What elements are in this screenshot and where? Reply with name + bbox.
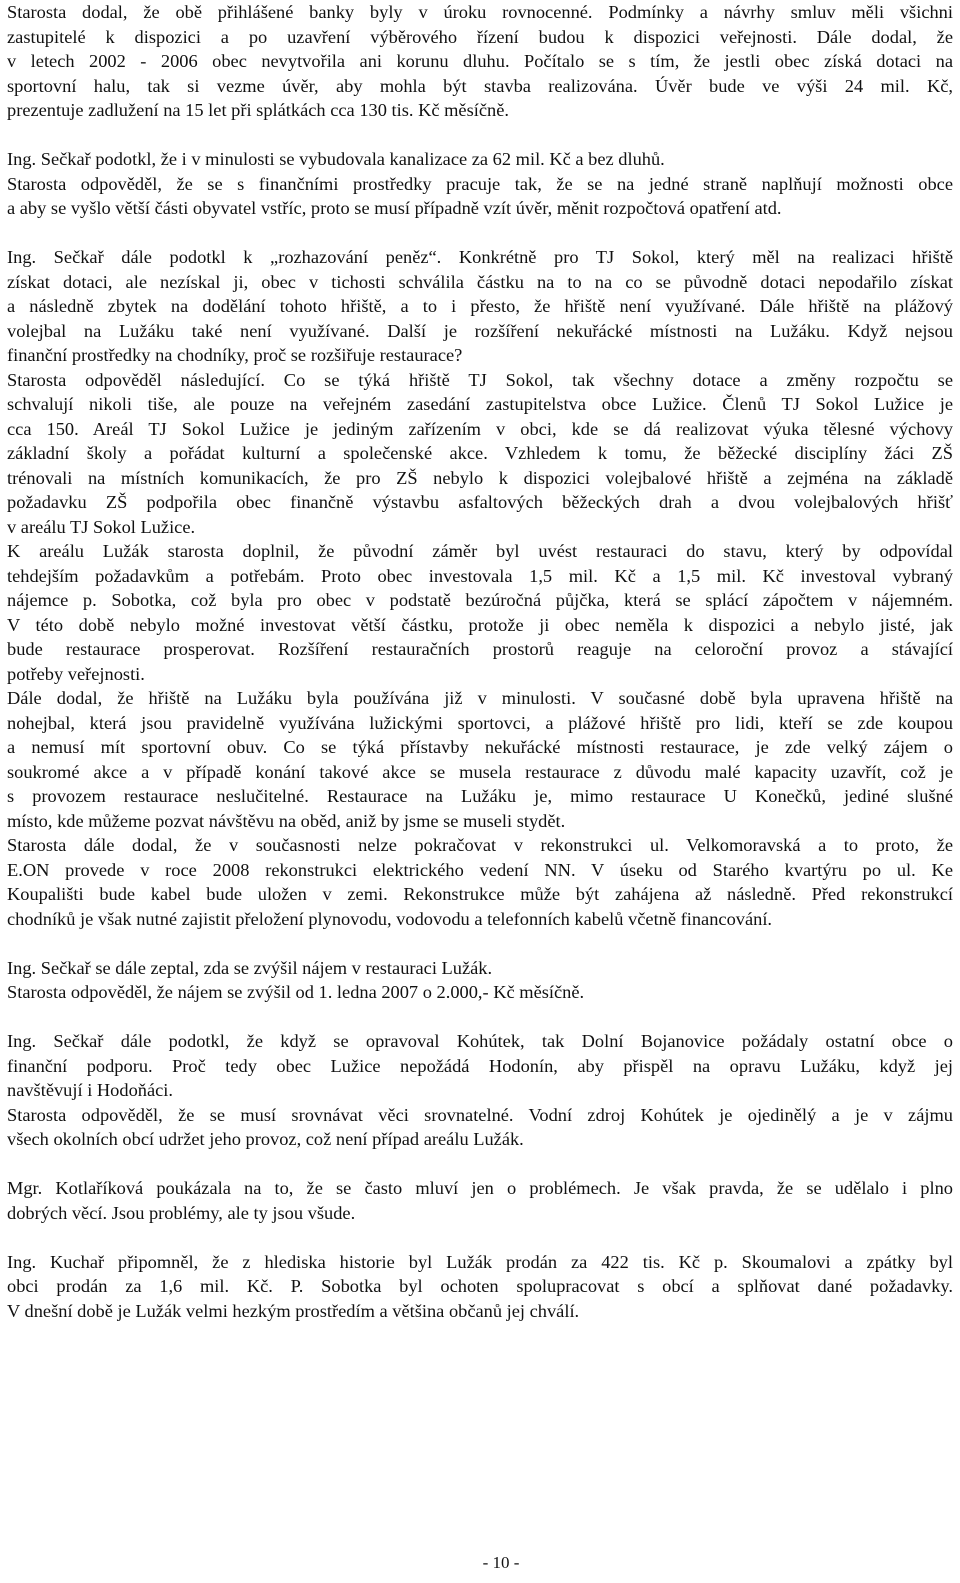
text-line: finanční podporu. Proč tedy obec Lužice nepožádá Hodonín, aby přispěl na opravu Lužáku, když jej bbox=[7, 1055, 953, 1076]
paragraph-gap bbox=[7, 931, 953, 956]
document-page bbox=[7, 0, 953, 1323]
text-line: Starosta odpověděl, že se musí srovnávat věci srovnatelné. Vodní zdroj Kohútek je ojedinělý a je v zájmu bbox=[7, 1104, 953, 1125]
text-line: V dnešní době je Lužák velmi hezkým prostředím a většina občanů jej chválí. bbox=[7, 1300, 580, 1321]
text-line: schvalují nikoli tiše, ale pouze na veřejném zasedání zastupitelstva obce Lužice. Členů TJ Sokol Lužice je bbox=[7, 394, 953, 414]
text-line: soukromé akce a v případě konání takové akce se musela restaurace z důvodu malé kapacity uzavřít, což je bbox=[7, 761, 953, 782]
text-line: v areálu TJ Sokol Lužice. bbox=[7, 516, 196, 537]
text-line: tehdejším požadavkům a potřebám. Proto obec investovala 1,5 mil. Kč a 1,5 mil. Kč investoval vybraný bbox=[7, 565, 953, 586]
text-line: Ing. Sečkař dále podotkl k „rozhazování peněz“. Konkrétně pro TJ Sokol, který měl na realizaci hřiště bbox=[7, 247, 953, 267]
text-line: volejbal na Lužáku také není využívané. Další je rozšíření nekuřácké místnosti na Lužáku. Když nejsou bbox=[7, 320, 953, 341]
text-line: zastupitelé k dispozici a po uzavření výběrového řízení budou k dispozici veřejnosti. Dále dodal, že bbox=[7, 26, 953, 47]
page-number: - 10 - bbox=[482, 1553, 520, 1572]
text-line: v letech 2002 - 2006 obec nevytvořila ani korunu dluhu. Počítalo se s tím, že jestli obec získá dotaci na bbox=[7, 51, 953, 71]
paragraph-gap bbox=[7, 123, 953, 148]
text-line: E.ON provede v roce 2008 rekonstrukci elektrického vedení NN. V úseku od Starého kvartýru po ul. Ke bbox=[7, 859, 953, 880]
text-line: Ing. Sečkař dále podotkl, že když se opravoval Kohútek, tak Dolní Bojanovice požádaly ostatní obce o bbox=[7, 1031, 953, 1051]
text-line: a následně zbytek na dodělání tohoto hřiště, a to i přesto, že hřiště není využívané. Dále hřiště na plážový bbox=[7, 296, 953, 316]
text-line: nájemce p. Sobotka, což byla pro obec v podstatě bezúročná půjčka, která se splácí zápočtem v nájemném. bbox=[7, 590, 953, 610]
paragraph-gap bbox=[7, 1225, 953, 1250]
text-line: požadavku ZŠ podpořila obec finančně výstavbu asfaltových běžeckých drah a dvou volejbalových hřišť bbox=[7, 492, 953, 512]
text-line: navštěvují i Hodoňáci. bbox=[7, 1080, 173, 1100]
paragraph-gap bbox=[7, 221, 953, 246]
text-line: všech okolních obcí udržet jeho provoz, což není případ areálu Lužák. bbox=[7, 1129, 524, 1149]
paragraph-gap bbox=[7, 1152, 953, 1177]
text-line: a aby se vyšlo větší části obyvatel vstříc, proto se musí případně vzít úvěr, měnit rozpočtová opatření atd. bbox=[7, 198, 782, 218]
text-line: místo, kde můžeme pozvat návštěvu na oběd, aniž by jsme se museli stydět. bbox=[7, 810, 566, 831]
text-line: trénovali na místních komunikacích, že pro ZŠ nebylo k dispozici volejbalové hřiště a zejména na základě bbox=[7, 467, 953, 488]
text-line: základní školy a pořádat kulturní a společenské akce. Vzhledem k tomu, že běžecké disciplíny žáci ZŠ bbox=[7, 443, 953, 463]
text-line: chodníků je však nutné zajistit přeložení plynovodu, vodovodu a telefonních kabelů včetně financování. bbox=[7, 908, 773, 929]
text-line: prezentuje zadlužení na 15 let při splátkách cca 130 tis. Kč měsíčně. bbox=[7, 100, 509, 120]
text-line: Koupališti bude kabel bude uložen v zemi. Rekonstrukce může být zahájena až následně. Před rekonstrukcí bbox=[7, 884, 953, 904]
text-line: sportovní halu, tak si vezme úvěr, aby mohla být stavba realizována. Úvěr bude ve výši 24 mil. Kč, bbox=[7, 75, 953, 96]
text-line: nohejbal, která jsou pravidelně využívána lužickými sportovci, a plážové hřiště pro lidi, kteří se zde koupou bbox=[7, 712, 953, 733]
text-line: potřeby veřejnosti. bbox=[7, 663, 145, 684]
text-line: Starosta odpověděl, že nájem se zvýšil od 1. ledna 2007 o 2.000,- Kč měsíčně. bbox=[7, 982, 585, 1002]
text-line: Ing. Sečkař podotkl, že i v minulosti se vybudovala kanalizace za 62 mil. Kč a bez dluhů. bbox=[7, 149, 665, 169]
text-line: s provozem restaurace neslučitelné. Restaurace na Lužáku je, mimo restaurace U Konečků, jediné slušné bbox=[7, 786, 953, 806]
text-line: Starosta odpověděl následující. Co se týká hřiště TJ Sokol, tak všechny dotace a změny rozpočtu se bbox=[7, 369, 953, 390]
text-line: a nemusí mít sportovní obuv. Co se týká přístavby nekuřácké místnosti restaurace, je zde velký zájem o bbox=[7, 737, 953, 757]
text-line: K areálu Lužák starosta doplnil, že původní záměr byl uvést restauraci do stavu, který by odpovídal bbox=[7, 541, 953, 561]
text-line: Starosta dále dodal, že v současnosti nelze pokračovat v rekonstrukci ul. Velkomoravská a to proto, že bbox=[7, 835, 953, 855]
text-line: Mgr. Kotlaříková poukázala na to, že se často mluví jen o problémech. Je však pravda, že se udělalo i plno bbox=[7, 1178, 953, 1198]
text-line: finanční prostředky na chodníky, proč se rozšiřuje restaurace? bbox=[7, 345, 463, 365]
text-line: dobrých věcí. Jsou problémy, ale ty jsou všude. bbox=[7, 1202, 356, 1223]
text-line: obci prodán za 1,6 mil. Kč. P. Sobotka byl ochoten spolupracovat s obcí a splňovat dané požadavky. bbox=[7, 1276, 953, 1296]
text-line: Dále dodal, že hřiště na Lužáku byla používána již v minulosti. V současné době byla upravena hřiště na bbox=[7, 688, 953, 708]
paragraph-gap bbox=[7, 1005, 953, 1030]
text-line: Starosta odpověděl, že se s finančními prostředky pracuje tak, že se na jedné straně naplňují možnosti obce bbox=[7, 173, 953, 194]
text-line: získat dotaci, ale nezískal ji, obec v tichosti schválila částku na to na co se původně dotaci nepodařilo získat bbox=[7, 271, 953, 292]
text-line: V této době nebylo možné investovat větší částku, protože ji obec neměla k dispozici a nebylo jisté, jak bbox=[7, 614, 953, 635]
text-line: bude restaurace prosperovat. Rozšíření restauračních prostorů reaguje na celoroční provoz a stávající bbox=[7, 639, 953, 659]
text-line: Starosta dodal, že obě přihlášené banky byly v úroku rovnocenné. Podmínky a návrhy smluv měli všichni bbox=[7, 2, 953, 22]
text-line: Ing. Kuchař připomněl, že z hlediska historie byl Lužák prodán za 422 tis. Kč p. Skoumalovi a zpátky byl bbox=[7, 1251, 953, 1272]
text-line: cca 150. Areál TJ Sokol Lužice je jediným zařízením v obci, kde se dá realizovat výuka tělesné výchovy bbox=[7, 418, 953, 439]
text-line: Ing. Sečkař se dále zeptal, zda se zvýšil nájem v restauraci Lužák. bbox=[7, 957, 493, 978]
